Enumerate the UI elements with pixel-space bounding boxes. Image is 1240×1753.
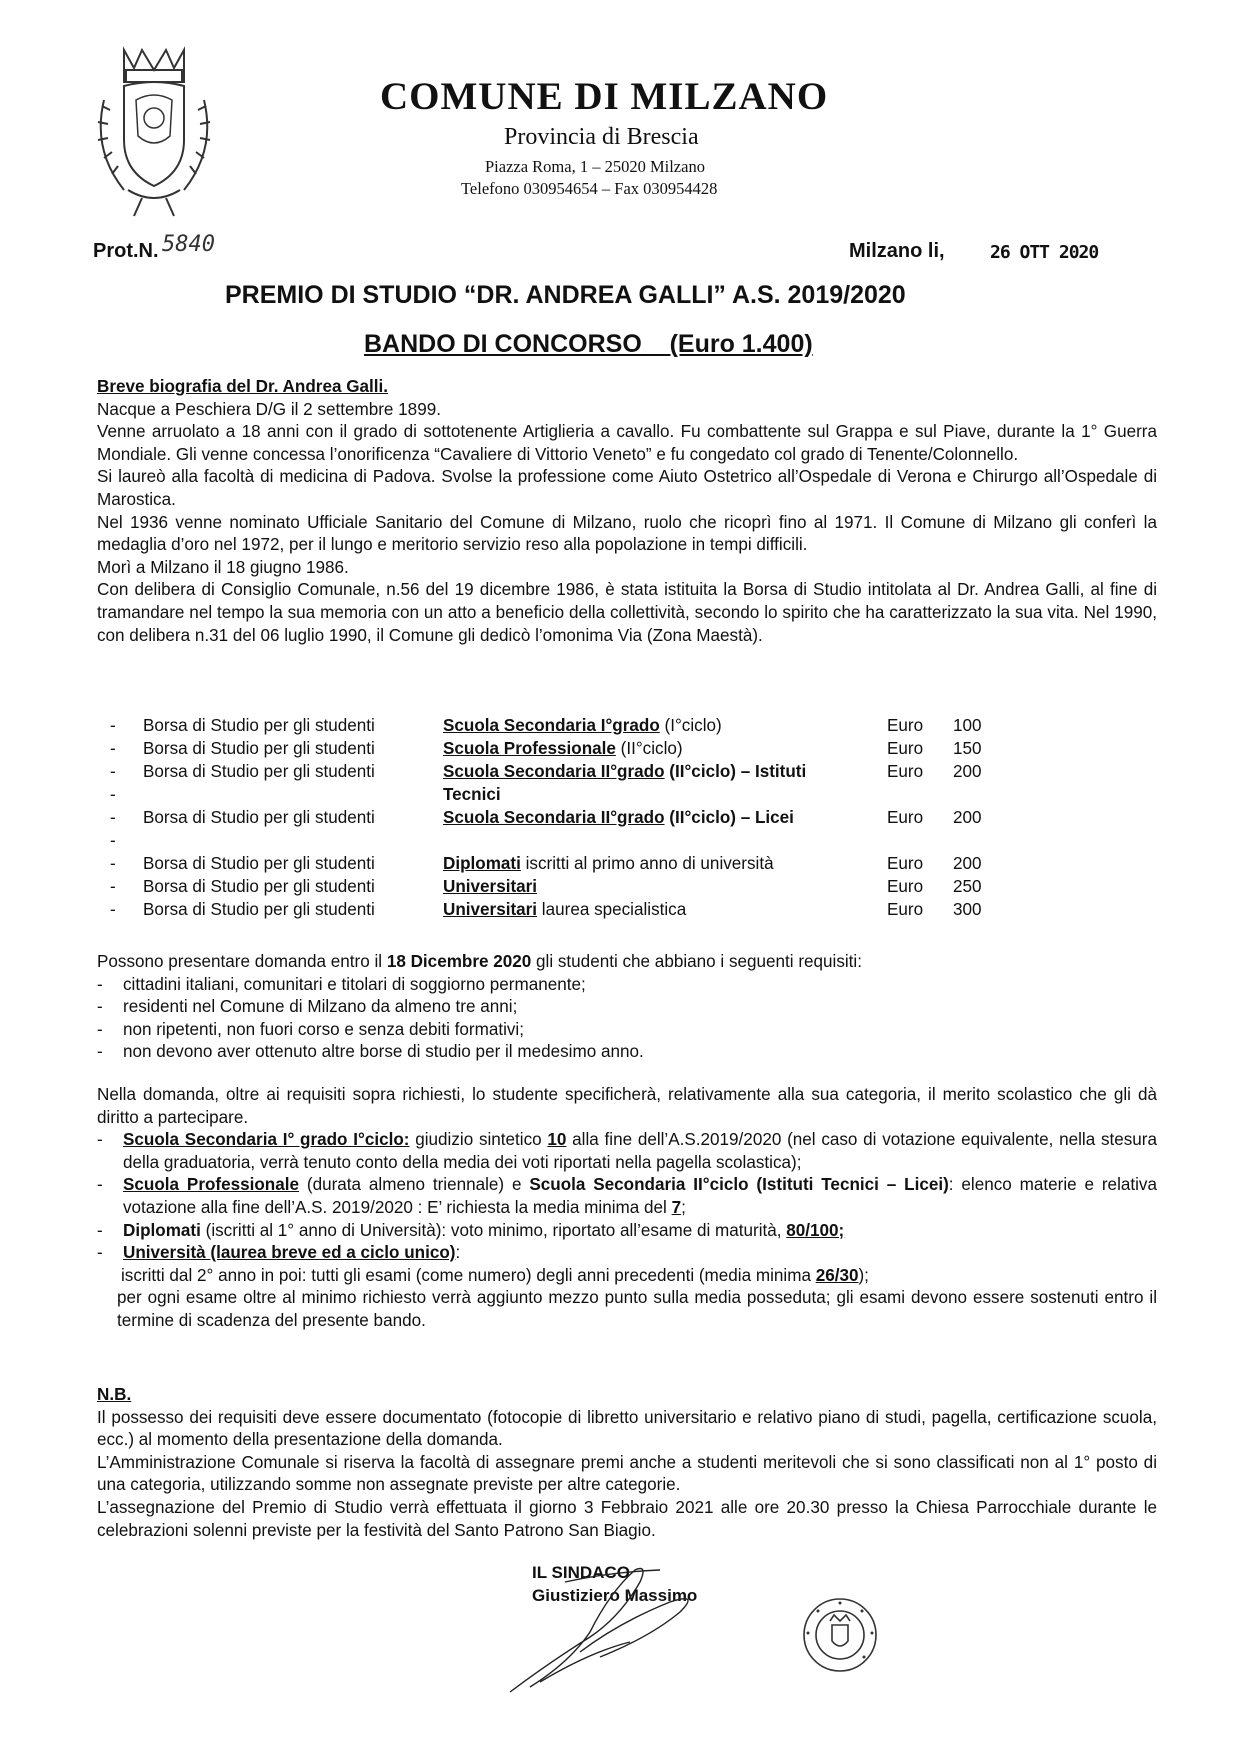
list-dash: - <box>97 1243 103 1263</box>
list-dash: - <box>97 1042 103 1062</box>
province-name: Provincia di Brescia <box>504 124 699 150</box>
list-dash: - <box>97 997 103 1017</box>
requirement-text: residenti nel Comune di Milzano da almeno tre anni; <box>123 997 518 1017</box>
scholarship-row <box>110 785 1110 808</box>
list-dash: - <box>97 1019 103 1039</box>
phone-fax: Telefono 030954654 – Fax 030954428 <box>461 179 718 198</box>
row-label: Borsa di Studio per gli studenti <box>143 762 375 781</box>
row-currency: Euro <box>887 877 924 896</box>
list-item <box>97 1019 1157 1042</box>
row-dash: - <box>110 900 116 919</box>
requirements-intro-text: Possono presentare domanda entro il <box>97 952 387 971</box>
merit-list <box>97 1129 1157 1265</box>
merit-value: 10 <box>547 1130 567 1150</box>
row-label: Borsa di Studio per gli studenti <box>143 854 375 873</box>
address: Piazza Roma, 1 – 25020 Milzano <box>485 157 705 176</box>
row-label: Borsa di Studio per gli studenti <box>143 716 375 735</box>
row-currency: Euro <box>887 854 924 873</box>
mayor-title: IL SINDACO <box>532 1563 630 1582</box>
requirements-intro-text: gli studenti che abbiano i seguenti requisiti: <box>531 952 862 971</box>
requirement-text: non devono aver ottenuto altre borse di studio per il medesimo anno. <box>123 1042 644 1062</box>
row-dash: - <box>110 831 116 850</box>
row-label: Borsa di Studio per gli studenti <box>143 739 375 758</box>
scholarship-row <box>110 716 1110 739</box>
row-category-detail: (II°ciclo) – Licei <box>664 808 794 827</box>
municipal-seal-icon <box>800 1595 880 1675</box>
merit-text: : <box>455 1243 461 1263</box>
deadline: 18 Dicembre 2020 <box>386 952 532 971</box>
merit-value: 80/100; <box>786 1220 845 1240</box>
biography-section <box>97 376 1157 647</box>
scholarship-row <box>110 831 1110 854</box>
row-category-detail: laurea specialistica <box>537 900 687 919</box>
protocol-label: Prot.N. <box>93 240 159 262</box>
list-dash: - <box>97 1220 103 1240</box>
municipality-name: COMUNE DI MILZANO <box>380 75 829 118</box>
row-currency: Euro <box>887 900 924 919</box>
row-amount: 300 <box>953 900 982 919</box>
list-item <box>97 1041 1157 1064</box>
row-category: Diplomati <box>443 854 521 873</box>
notes-paragraph: Il possesso dei requisiti deve essere documentato (fotocopie di libretto universitario e relativo piano di studi, pagella, certificazione scuola, ecc.) al momento della presentazione della domanda. <box>97 1407 1157 1450</box>
row-dash: - <box>110 808 116 827</box>
handwritten-signature-icon <box>470 1542 740 1702</box>
row-category-detail: (II°ciclo) – Istituti <box>664 762 807 781</box>
merit-text: ); <box>858 1265 869 1285</box>
requirements-intro <box>97 951 1157 974</box>
merit-text: iscritti dal 2° anno in poi: tutti gli esami (come numero) degli anni precedenti (media minima <box>121 1265 816 1285</box>
list-item <box>97 996 1157 1019</box>
row-category: Scuola Secondaria II°grado <box>443 808 665 827</box>
biography-paragraph: Venne arruolato a 18 anni con il grado di sottotenente Artiglieria a cavallo. Fu combattente sul Grappa e sul Piave, durante la 1° Guerra Mondiale. Gli venne concessa l’onorificenza “Cavaliere di Vittorio Veneto” e fu congedato col grado di Tenente/Colonnello. <box>97 422 1157 464</box>
scholarship-row <box>110 854 1110 877</box>
list-dash: - <box>97 1175 103 1195</box>
row-dash: - <box>110 739 116 758</box>
municipal-crest-icon <box>84 40 224 226</box>
biography-heading: Breve biografia del Dr. Andrea Galli. <box>97 377 389 396</box>
merit-detail <box>97 1265 1157 1288</box>
row-label: Borsa di Studio per gli studenti <box>143 877 375 896</box>
requirements-section <box>97 951 1157 1064</box>
merit-category: Diplomati <box>123 1220 201 1240</box>
row-category-detail: iscritti al primo anno di università <box>520 854 774 873</box>
row-dash: - <box>110 716 116 735</box>
protocol-number: 5840 <box>162 232 215 257</box>
scholarship-row <box>110 808 1110 831</box>
row-amount: 150 <box>953 739 982 758</box>
biography-paragraph: Morì a Milzano il 18 giugno 1986. <box>97 557 349 577</box>
merit-text: : elenco materie e relativa votazione alla fine dell’A.S. 2019/2020 : E’ richiesta la media minima del <box>123 1175 1157 1217</box>
document-title: PREMIO DI STUDIO “DR. ANDREA GALLI” A.S. 2019/2020 <box>225 281 906 309</box>
scholarship-row <box>110 900 1110 923</box>
merit-category: Scuola Professionale <box>123 1175 300 1195</box>
place-date-label: Milzano li, <box>849 240 945 262</box>
list-item <box>97 1129 1157 1174</box>
row-currency: Euro <box>887 716 924 735</box>
row-amount: 200 <box>953 808 982 827</box>
row-dash: - <box>110 785 116 804</box>
merit-value: 26/30 <box>815 1265 859 1285</box>
list-item <box>97 974 1157 997</box>
row-category: Scuola Secondaria I°grado <box>443 716 660 735</box>
scholarship-row <box>110 739 1110 762</box>
merit-text: (iscritti al 1° anno di Università): voto minimo, riportato all’esame di maturità, <box>200 1220 787 1240</box>
merit-text: alla fine dell’A.S.2019/2020 (nel caso di votazione equivalente, nella stesura della graduatoria, verrà tenuto conto della media dei voti riportati nella pagella scolastica); <box>123 1130 1157 1172</box>
merit-detail: per ogni esame oltre al minimo richiesto verrà aggiunto mezzo punto sulla media posseduta; gli esami devono essere sostenuti entro il termine di scadenza del presente bando. <box>117 1288 1157 1330</box>
merit-category: Università (laurea breve ed a ciclo unico) <box>123 1243 456 1263</box>
row-category-detail: Tecnici <box>443 785 501 804</box>
document-subtitle: BANDO DI CONCORSO (Euro 1.400) <box>364 330 813 358</box>
notes-paragraph: L’Amministrazione Comunale si riserva la facoltà di assegnare premi anche a studenti meritevoli che si sono classificati non al 1° posto di una categoria, utilizzando somme non assegnate previste per altre categorie. <box>97 1452 1157 1495</box>
row-dash: - <box>110 877 116 896</box>
biography-paragraph: Nacque a Peschiera D/G il 2 settembre 1899. <box>97 399 441 419</box>
row-label: Borsa di Studio per gli studenti <box>143 900 375 919</box>
scholarship-row <box>110 877 1110 900</box>
list-dash: - <box>97 974 103 994</box>
requirement-text: cittadini italiani, comunitari e titolari di soggiorno permanente; <box>123 974 586 994</box>
biography-paragraph: Con delibera di Consiglio Comunale, n.56 del 19 dicembre 1986, è stata istituita la Borsa di Studio intitolata al Dr. Andrea Galli, al fine di tramandare nel tempo la sua memoria con un atto a beneficio della collettività, secondo lo spirito che ha caratterizzato la sua vita. Nel 1990, con delibera n.31 del 06 luglio 1990, il Comune gli dedicò l’omonima Via (Zona Maestà). <box>97 580 1157 645</box>
requirements-list <box>97 974 1157 1064</box>
merit-category: Scuola Secondaria I° grado I°ciclo: <box>123 1130 410 1150</box>
row-category-detail: (II°ciclo) <box>615 739 683 758</box>
merit-intro: Nella domanda, oltre ai requisiti sopra richiesti, lo studente specificherà, relativamente alla sua categoria, il merito scolastico che gli dà diritto a partecipare. <box>97 1085 1157 1127</box>
biography-paragraph: Si laureò alla facoltà di medicina di Padova. Svolse la professione come Aiuto Ostetrico all’Ospedale di Verona e Chirurgo all’Ospedale di Marostica. <box>97 467 1157 509</box>
merit-text: giudizio sintetico <box>409 1130 548 1150</box>
list-item <box>97 1220 1157 1243</box>
row-category: Universitari <box>443 877 538 896</box>
row-category-detail: (I°ciclo) <box>659 716 722 735</box>
row-category: Scuola Professionale <box>443 739 616 758</box>
scholarship-row <box>110 762 1110 785</box>
row-amount: 100 <box>953 716 982 735</box>
merit-text: (durata almeno triennale) e <box>299 1175 530 1195</box>
row-currency: Euro <box>887 808 924 827</box>
notes-heading: N.B. <box>97 1385 132 1404</box>
requirement-text: non ripetenti, non fuori corso e senza debiti formativi; <box>123 1019 524 1039</box>
mayor-name: Giustiziero Massimo <box>532 1586 698 1605</box>
notes-paragraph: L’assegnazione del Premio di Studio verrà effettuata il giorno 3 Febbraio 2021 alle ore 20.30 presso la Chiesa Parrocchiale durante le celebrazioni solenni previste per la festività del Santo Patrono San Biagio. <box>97 1497 1157 1540</box>
merit-text: ; <box>681 1197 686 1217</box>
list-dash: - <box>97 1130 103 1150</box>
merit-section <box>97 1084 1157 1333</box>
row-dash: - <box>110 762 116 781</box>
row-amount: 200 <box>953 854 982 873</box>
list-item <box>97 1174 1157 1219</box>
row-dash: - <box>110 854 116 873</box>
notes-section <box>97 1384 1157 1542</box>
merit-category: Scuola Secondaria II°ciclo (Istituti Tecnici – Licei) <box>529 1175 949 1195</box>
row-category: Universitari <box>443 900 538 919</box>
row-amount: 250 <box>953 877 982 896</box>
row-amount: 200 <box>953 762 982 781</box>
row-currency: Euro <box>887 762 924 781</box>
row-currency: Euro <box>887 739 924 758</box>
date-stamp: 26 OTT 2020 <box>990 242 1099 263</box>
merit-value: 7 <box>671 1197 682 1217</box>
row-category: Scuola Secondaria II°grado <box>443 762 665 781</box>
biography-paragraph: Nel 1936 venne nominato Ufficiale Sanitario del Comune di Milzano, ruolo che ricoprì fino al 1971. Il Comune di Milzano gli conferì la medaglia d’oro nel 1972, per il lungo e meritorio servizio reso alla popolazione in tempi difficili. <box>97 512 1157 555</box>
list-item <box>97 1242 1157 1265</box>
row-label: Borsa di Studio per gli studenti <box>143 808 375 827</box>
